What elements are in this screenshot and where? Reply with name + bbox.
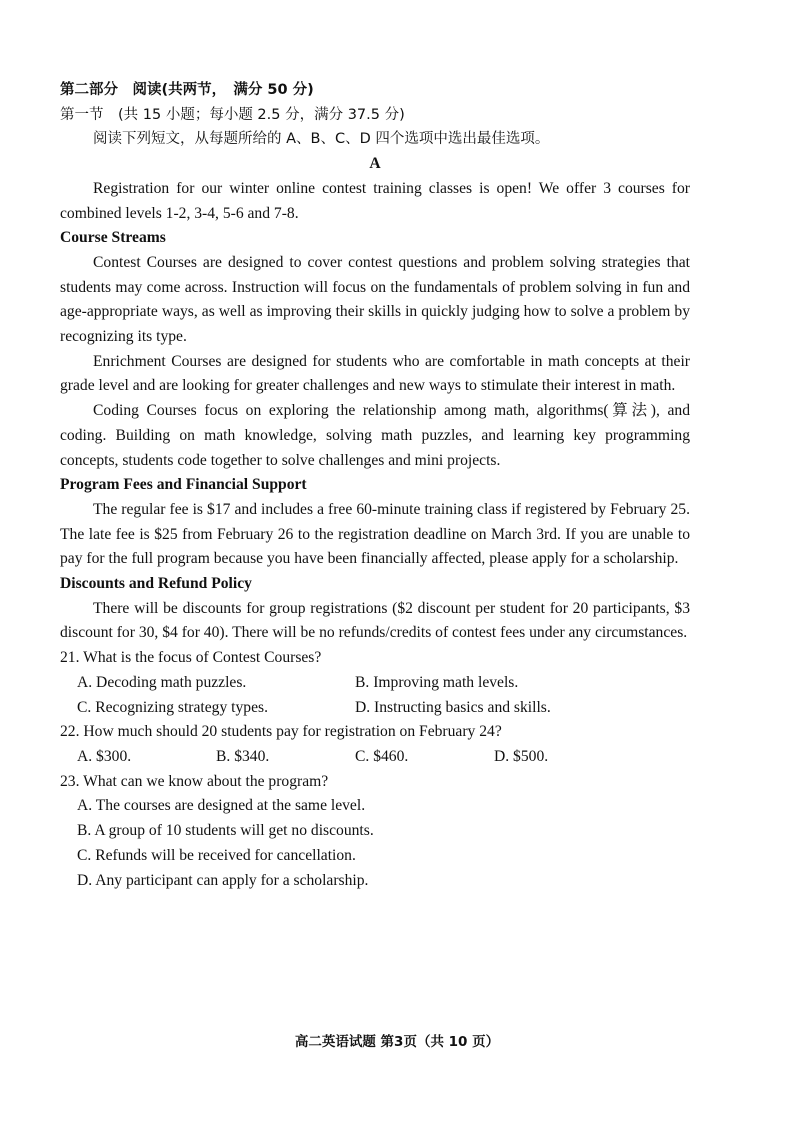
section-heading: Program Fees and Financial Support	[60, 476, 307, 494]
exam-page	[60, 78, 690, 893]
question-22	[60, 720, 690, 769]
question-stem: 22. How much should 20 students pay for registration on February 24?	[60, 723, 502, 741]
question-21	[60, 646, 690, 720]
option-b: B. A group of 10 students will get no discounts.	[77, 822, 374, 840]
question-23	[60, 770, 690, 894]
option-d: D. Instructing basics and skills.	[355, 698, 551, 716]
paragraph: The regular fee is $17 and includes a free 60-minute training class if registered by February 25. The late fee is $25 from February 26 to the registration deadline on March 3rd. If you are unable to pay for the full program because you have been financially affected, please apply for a scholarship.	[60, 500, 690, 568]
option-c: C. Recognizing strategy types.	[77, 698, 268, 716]
option-d: D. $500.	[494, 747, 549, 765]
option-a: A. Decoding math puzzles.	[77, 673, 247, 691]
option-c: C. Refunds will be received for cancellation.	[77, 846, 356, 864]
page-footer: 高二英语试题 第3页（共 10 页）	[294, 1034, 500, 1050]
paragraph: Enrichment Courses are designed for students who are comfortable in math concepts at their grade level and are looking for greater challenges and new ways to stimulate their interest in math.	[60, 352, 690, 395]
paragraph: Coding Courses focus on exploring the relationship among math, algorithms(算法), and coding. Building on math knowledge, solving math puzzles, and learning key programming concepts, students code together to solve challenges and mini projects.	[60, 402, 690, 469]
question-stem: 21. What is the focus of Contest Courses?	[60, 649, 322, 667]
section-title: 第一节 (共 15 小题；每小题 2.5 分，满分 37.5 分)	[60, 106, 405, 123]
section-heading: Discounts and Refund Policy	[60, 575, 252, 593]
option-b: B. $340.	[216, 747, 270, 765]
option-a: A. $300.	[77, 747, 132, 765]
passage-intro: Registration for our winter online contest training classes is open! We offer 3 courses for combined levels 1-2, 3-4, 5-6 and 7-8.	[60, 179, 690, 222]
option-b: B. Improving math levels.	[355, 673, 519, 691]
passage-label: A	[369, 155, 381, 173]
instructions: 阅读下列短文，从每题所给的 A、B、C、D 四个选项中选出最佳选项。	[93, 131, 550, 148]
question-stem: 23. What can we know about the program?	[60, 772, 329, 790]
option-a: A. The courses are designed at the same level.	[77, 797, 366, 815]
paragraph: Contest Courses are designed to cover contest questions and problem solving strategies that students may come across. Instruction will focus on the fundamentals of problem solving in fun and age-appropriate ways, as well as improving their skills in quickly judging how to solve a problem by recognizing its type.	[60, 253, 690, 346]
section-heading: Course Streams	[60, 229, 166, 247]
option-d: D. Any participant can apply for a scholarship.	[77, 871, 369, 889]
paragraph: There will be discounts for group registrations ($2 discount per student for 20 participants, $3 discount for 30, $4 for 40). There will be no refunds/credits of contest fees under any circumstances.	[60, 599, 690, 642]
part-title: 第二部分 阅读(共两节， 满分 50 分)	[60, 82, 314, 98]
option-c: C. $460.	[355, 747, 409, 765]
